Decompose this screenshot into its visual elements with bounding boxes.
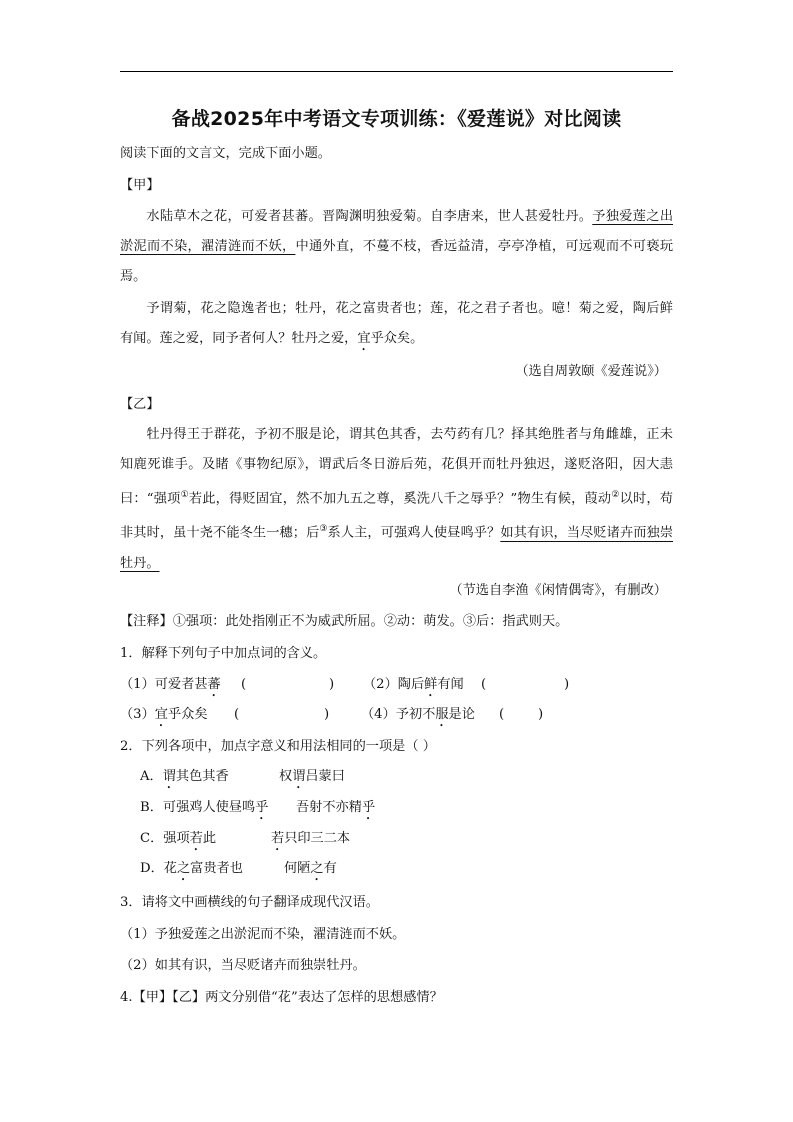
notes-text: ①强项：此处指刚正不为威武所屈。②动：萌发。③后：指武则天。 [172, 614, 569, 629]
q1-item-3-blank-close: ) [324, 707, 330, 722]
yi-paragraph [120, 420, 673, 579]
note-ref-3: ③ [319, 524, 328, 535]
q2-stem: 2．下列各项中，加点字意义和用法相同的一项是（ ） [120, 739, 436, 754]
q2-option-c [140, 830, 351, 854]
q2-a-text: 其色其香 [175, 769, 229, 784]
jia-p1-underlined-sentence: 予独爱莲之出淤泥而不染，濯清涟而不妖， [120, 209, 674, 254]
q1-item-2-blank-open: ( [481, 677, 487, 692]
q2-a2-dotted: 谓 [292, 769, 306, 784]
q1-item-4-dotted: 服 [435, 707, 449, 722]
q3-item-1: （1）予独爱莲之出淤泥而不染，濯清涟而不妖。 [120, 927, 406, 942]
notes-label: 【注释】 [120, 614, 173, 629]
note-ref-1: ① [180, 490, 189, 500]
q1-item-4 [361, 706, 475, 730]
q2-d2-text-b: 有 [323, 861, 337, 876]
q1-stem: 1．解释下列句子中加点词的含义。 [120, 646, 327, 661]
q2-option-a-compare [279, 768, 345, 792]
q2-b-text: B．可强鸡人使昼鸣 [140, 800, 256, 815]
q1-item-3-text-a: （3） [120, 707, 155, 722]
q2-c2-dotted: 若 [271, 831, 285, 846]
q2-option-c-compare [271, 830, 350, 854]
yi-source: （节选自李渔《闲情偶寄》，有删改） [449, 583, 667, 598]
q4-stem: 4.【甲】【乙】两文分别借“花”表达了怎样的思想感情？ [120, 990, 443, 1005]
q1-item-1-text: （1）可爱者甚 [120, 677, 208, 692]
q2-option-b-compare [296, 799, 375, 823]
q1-row-1 [120, 676, 570, 700]
q2-b-dotted: 乎 [255, 800, 269, 815]
q1-item-2-text-a: （2）陶后 [363, 677, 425, 692]
q2-a2-text-b: 吕蒙曰 [305, 769, 345, 784]
q1-item-1-blank-close: ) [329, 677, 335, 692]
q1-item-1-dotted: 蕃 [207, 677, 221, 692]
jia-source: （选自周敦颐《爱莲说》） [515, 364, 667, 379]
q2-b2-dotted: 乎 [361, 800, 376, 815]
q1-item-4-blank-close: ) [538, 707, 544, 722]
jia-p2-dotted-char: 宜 [357, 331, 371, 346]
q1-item-2-dotted: 鲜 [424, 677, 438, 692]
q2-option-a [140, 768, 345, 792]
q2-c-dotted: 若 [189, 831, 203, 846]
q1-row-2 [120, 706, 544, 730]
q3-stem: 3．请将文中画横线的句子翻译成现代汉语。 [120, 895, 379, 910]
jia-paragraph-2 [120, 294, 673, 354]
yi-text-a: 牡丹得王于群花，予初不服是论，谓其色其香，去芍药有几？择其绝胜者与角雌雄，正未知鹿死谁手。及睹《事物纪原》，谓武后冬日游后苑，花俱开而牡丹独迟，遂贬洛阳，因大恚曰：“强项 [120, 427, 673, 507]
jia-p1-text-b: 中通外直，不蔓不枝，香远益清，亭亭净植，可远观而不可亵玩焉。 [120, 239, 674, 284]
notes [120, 613, 568, 631]
section-label-jia: 【甲】 [120, 178, 160, 193]
q2-c2-text: 只印三二本 [284, 831, 351, 846]
q2-d2-dotted: 之 [310, 861, 324, 876]
jia-paragraph-1 [120, 202, 673, 292]
q1-item-4-text-a: （4）予初不 [361, 707, 436, 722]
yi-text-b: 若此，得贬固宜，然不加九五之尊，奚洗八千之辱乎？”物生有候，葭动 [188, 491, 612, 507]
page-title: 备战2025年中考语文专项训练：《爱莲说》对比阅读 [171, 108, 622, 130]
note-ref-2: ② [611, 490, 620, 500]
q3-item-2: （2）如其有识，当尽贬诸卉而独崇牡丹。 [120, 958, 366, 973]
q2-a-dotted: 谓 [162, 769, 176, 784]
q2-option-b [140, 799, 376, 823]
instruction: 阅读下面的文言文，完成下面小题。 [120, 146, 331, 161]
yi-text-c: 以时，苟非其时，虽十尧不能冬生一穗；后 [120, 491, 674, 541]
header-rule [120, 71, 673, 72]
q2-option-d [140, 860, 337, 884]
q1-item-3-dotted: 宜 [154, 707, 168, 722]
q1-item-3-text-b: 乎众矣 [167, 707, 208, 722]
q2-c-text-b: 此 [202, 831, 217, 846]
q1-item-1-blank-open: ( [241, 677, 247, 692]
q1-item-3-blank-open: ( [234, 707, 240, 722]
q2-option-d-compare [284, 860, 337, 884]
q1-item-4-text-b: 是论 [448, 707, 475, 722]
q1-item-2-text-b: 有闻 [437, 677, 464, 692]
section-label-yi: 【乙】 [120, 397, 160, 412]
q1-item-2-blank-close: ) [564, 677, 570, 692]
q1-item-2 [363, 676, 464, 700]
yi-text-d: 系人主，可强鸡人使昼鸣乎？ [327, 525, 501, 541]
jia-p2-text-b: 乎众矣。 [370, 331, 424, 346]
q2-d-text-b: 富贵者也 [190, 861, 243, 876]
q2-d-dotted: 之 [176, 861, 191, 876]
q2-d2-text-a: 何陋 [284, 861, 311, 876]
jia-p2-text-a: 予谓菊，花之隐逸者也；牡丹，花之富贵者也；莲，花之君子者也。噫！菊之爱，陶后鲜有闻。莲之爱，同予者何人？牡丹之爱， [120, 301, 673, 346]
yi-underlined-sentence: 如其有识，当尽贬诸卉而独崇牡丹。 [120, 525, 674, 571]
q2-d-text-a: D．花 [140, 861, 177, 876]
q2-c-text-a: C．强项 [140, 831, 190, 846]
jia-p1-text-a: 水陆草木之花，可爱者甚蕃。晋陶渊明独爱菊。自李唐来，世人甚爱牡丹。 [146, 209, 593, 224]
q2-a-label: A． [140, 769, 163, 784]
q2-b2-text: 吾射不亦精 [296, 800, 362, 815]
q1-item-4-blank-open: ( [499, 707, 505, 722]
q2-a2-text-a: 权 [279, 769, 293, 784]
